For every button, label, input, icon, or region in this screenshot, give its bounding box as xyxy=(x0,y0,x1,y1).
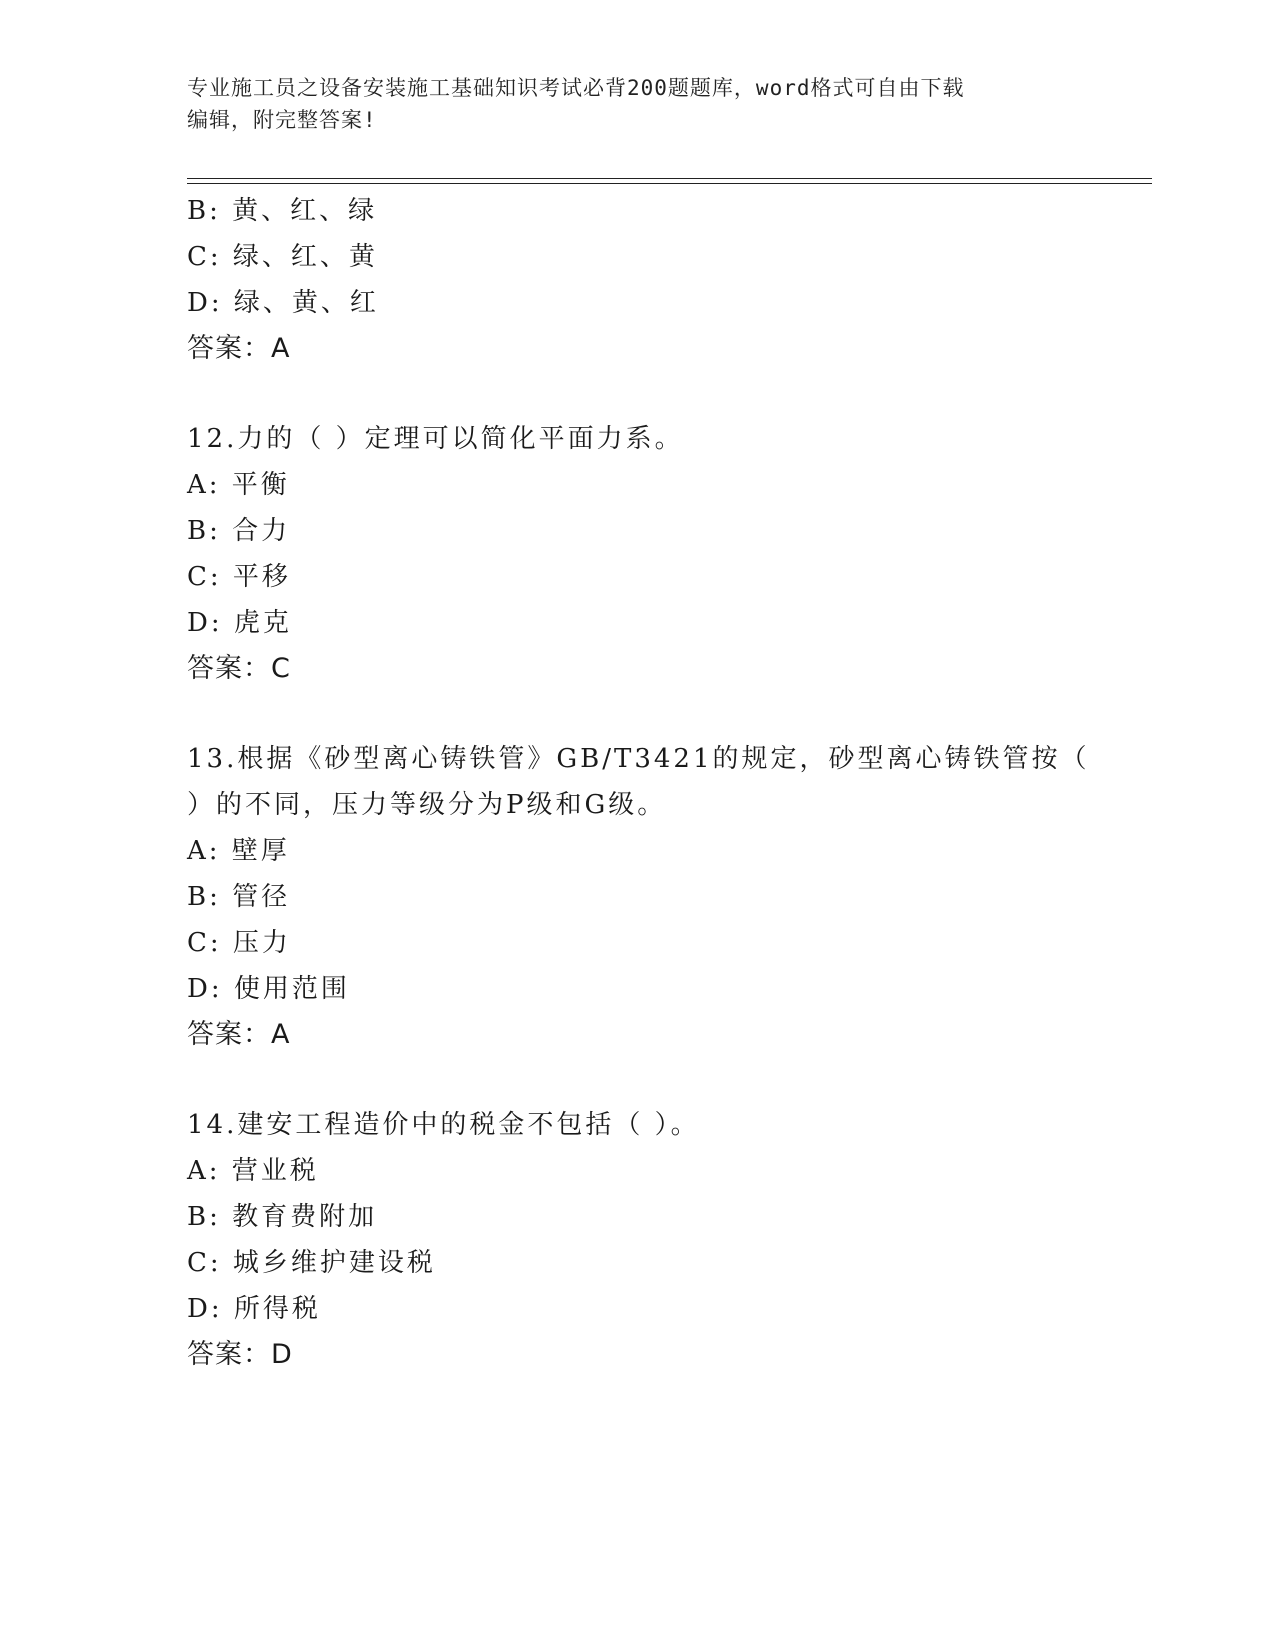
q13-option-d: D: 使用范围 xyxy=(187,974,350,1004)
q14-option-d: D: 所得税 xyxy=(187,1294,321,1324)
question-13-block xyxy=(187,736,1090,1058)
q14-option-b: B: 教育费附加 xyxy=(187,1202,378,1232)
q12-question: 12.力的（ ）定理可以简化平面力系。 xyxy=(187,424,684,454)
spacer xyxy=(187,372,1087,416)
header-line-2: 编辑，附完整答案! xyxy=(187,108,377,132)
q13-question-line-2: ）的不同，压力等级分为P级和G级。 xyxy=(187,790,667,820)
header-divider-bottom xyxy=(187,183,1152,184)
header-line-1: 专业施工员之设备安装施工基础知识考试必背200题题库，word格式可自由下载 xyxy=(187,76,965,100)
q12-option-a: A: 平衡 xyxy=(187,470,290,500)
spacer xyxy=(187,692,1087,736)
q11-answer: 答案：A xyxy=(187,333,291,364)
spacer xyxy=(187,1058,1087,1102)
question-12-block xyxy=(187,416,1087,692)
q14-question: 14.建安工程造价中的税金不包括（ ）。 xyxy=(187,1110,700,1140)
q13-question-line-1: 13.根据《砂型离心铸铁管》GB/T3421的规定，砂型离心铸铁管按（ xyxy=(187,744,1090,774)
q13-answer: 答案：A xyxy=(187,1019,291,1050)
document-header xyxy=(187,72,1067,136)
document-body xyxy=(187,188,1090,1378)
q11-option-d: D: 绿、黄、红 xyxy=(187,288,379,318)
q13-option-a: A: 壁厚 xyxy=(187,836,290,866)
q13-option-b: B: 管径 xyxy=(187,882,291,912)
q11-option-c: C: 绿、红、黄 xyxy=(187,242,378,272)
q12-option-c: C: 平移 xyxy=(187,562,291,592)
q12-option-d: D: 虎克 xyxy=(187,608,292,638)
q13-option-c: C: 压力 xyxy=(187,928,291,958)
q11-option-b: B: 黄、红、绿 xyxy=(187,196,378,226)
question-11-block xyxy=(187,188,1087,372)
q12-answer: 答案：C xyxy=(187,653,291,684)
question-14-block xyxy=(187,1102,1087,1378)
q14-option-c: C: 城乡维护建设税 xyxy=(187,1248,436,1278)
q12-option-b: B: 合力 xyxy=(187,516,291,546)
header-divider-top xyxy=(187,178,1152,179)
q14-answer: 答案：D xyxy=(187,1339,293,1370)
q14-option-a: A: 营业税 xyxy=(187,1156,319,1186)
